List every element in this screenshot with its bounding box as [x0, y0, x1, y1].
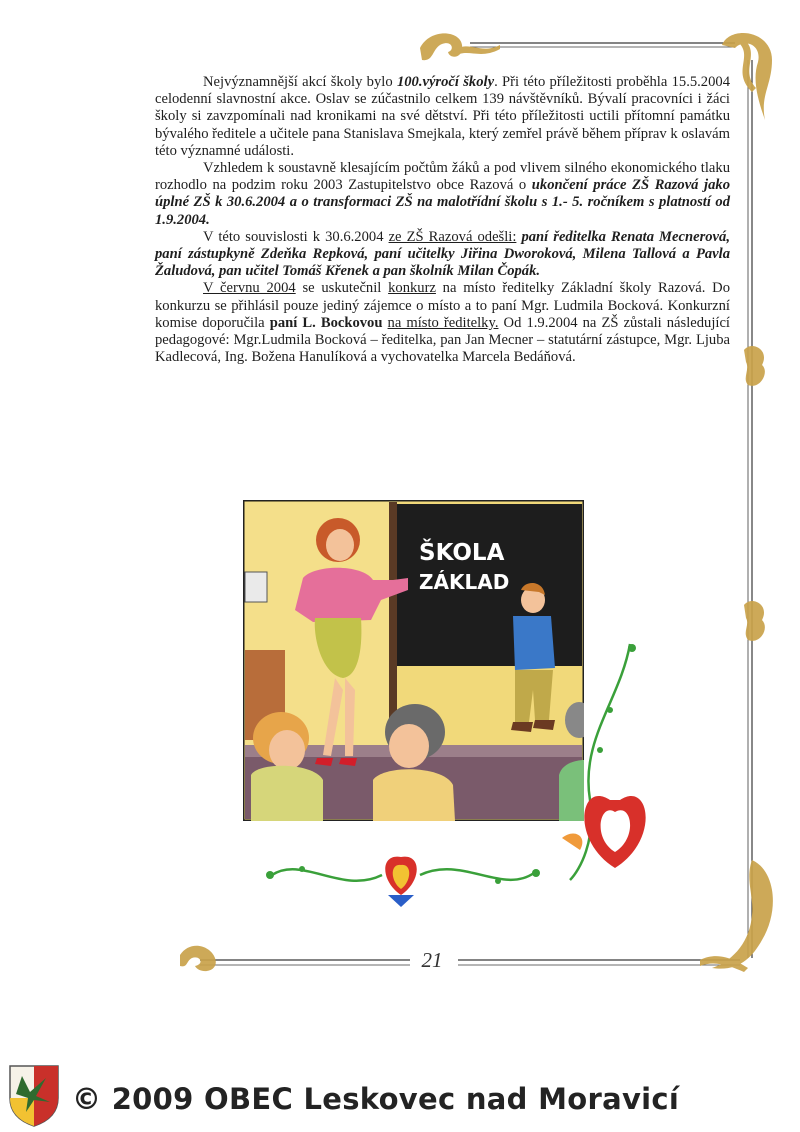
paragraph-1-run: 100.výročí školy: [396, 74, 495, 90]
paragraph-4-run: V červnu 2004: [203, 280, 296, 297]
paragraph-3-run: ze ZŠ Razová odešli:: [388, 228, 517, 245]
paragraph-3: [155, 229, 730, 281]
classroom-illustration: [243, 500, 584, 821]
page-number: 21: [421, 948, 443, 972]
paragraph-4: [155, 280, 730, 366]
folk-ornament-heart-flower: [262, 845, 542, 915]
chalkboard-text-line1: ŠKOLA: [419, 540, 505, 566]
paragraph-1-run: Nejvýznamnější akcí školy bylo: [203, 74, 397, 90]
paragraph-1: [155, 74, 730, 160]
paragraph-3-run: paní ředitelka Renata Mecnerová, paní zástupkyně Zdeňka Repková, paní učitelky Jiřina Dworoková, Milena Tallová a Pavla Žaludová, pan učitel Tomáš Křenek a pan školník Milan Čopák.: [155, 228, 730, 280]
paragraph-4-run: Od 1.9.2004 na ZŠ zůstali následující pedagogové: Mgr.Ludmila Bocková – ředitelka, pan Jan Mecner – statutární zástupce, Mgr. Ljuba Kadlecová, Ing. Božena Hanulíková a vychovatelka Marcela Bedáňová.: [155, 314, 730, 366]
paragraph-1-run: . Při této příležitosti proběhla 15.5.2004 celodenní slavnostní akce. Oslav se zúčastnilo celkem 139 návštěvníků. Bývalí pracovníci i žáci školy si zavzpomínali nad kronikami na své dětství. Při této příležitosti uctili přítomní památku bývalého ředitele a učitele pana Stanislava Smejkala, který zemřel právě během příprav k oslavám této významné události.: [155, 74, 730, 159]
chalkboard-text-line2: ZÁKLAD: [419, 570, 510, 594]
paragraph-4-run: paní L. Bockovou: [269, 314, 383, 331]
paragraph-4-run: konkurz: [388, 280, 436, 297]
paragraph-4-run: na místo ředitelky.: [387, 314, 499, 331]
paragraph-2-run: ukončení práce ZŠ Razová jako úplné ZŠ k 30.6.2004 a o transformaci ZŠ na malotřídní školu s 1.- 5. ročníkem s platností od 1.9.2004.: [155, 177, 730, 228]
footer: [0, 1058, 800, 1132]
copyright-text: © 2009 OBEC Leskovec nad Moravicí: [72, 1082, 680, 1116]
paragraph-2-run: Vzhledem k soustavně klesajícím počtům žáků a pod vlivem silného ekonomického tlaku rozhodlo na podzim roku 2003 Zastupitelstvo obce Razová o: [155, 160, 730, 194]
gold-flourish-bottom-right: [700, 860, 773, 972]
paragraph-2: [155, 160, 730, 229]
municipality-coat-of-arms-icon: [6, 1062, 62, 1128]
gold-flourish-bottom-left: [180, 946, 216, 971]
paragraph-3-run: V této souvislosti k 30.6.2004: [203, 228, 389, 245]
folk-ornament-vine-heart: [560, 640, 680, 900]
paragraph-4-run: na místo ředitelky Základní školy Razová. Do konkurzu se přihlásil pouze jediný zájemce o místo a to paní Mgr. Ludmila Bocková. Konkurzní komise doporučila: [155, 280, 731, 331]
paragraph-4-run: se uskutečnil: [295, 280, 389, 297]
gold-flourish-right-mid: [744, 346, 765, 641]
body-text: [155, 74, 730, 366]
